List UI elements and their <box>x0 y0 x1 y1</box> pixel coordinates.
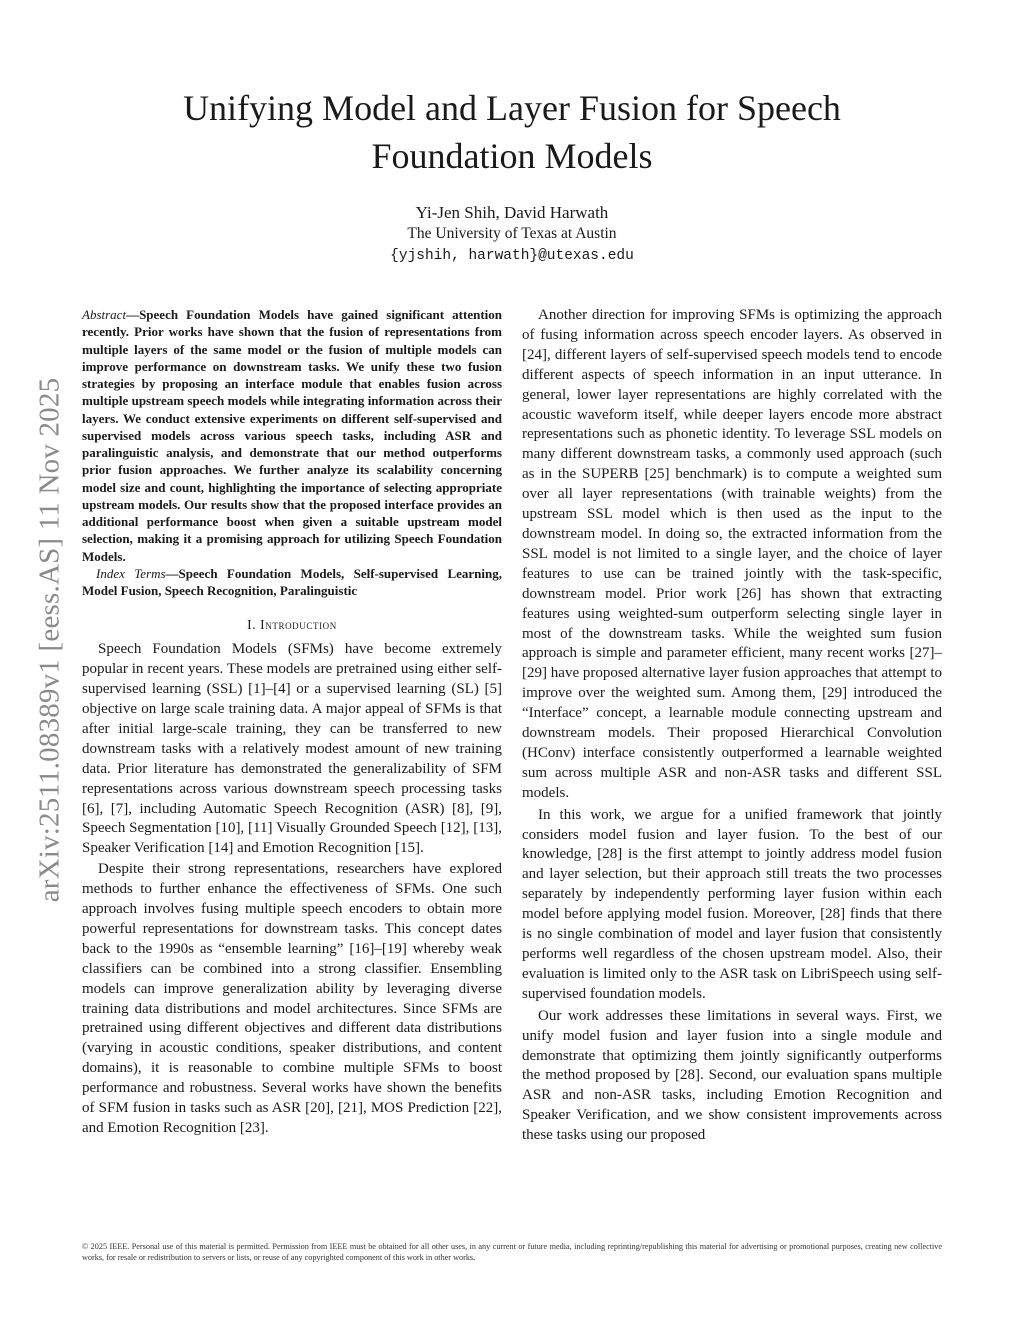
copyright-notice: © 2025 IEEE. Personal use of this material is permitted. Permission from IEEE must be obtained for all other uses, in any current or future media, including reprinting/republishing this material for advertising or promotional purposes, creating new collective works, for resale or redistribution to servers or lists, or reuse of any copyrighted component of this work in other works. <box>82 1242 942 1262</box>
paragraph: Speech Foundation Models (SFMs) have become extremely popular in recent years. These models are pretrained using either self-supervised learning (SSL) [1]–[4] or a supervised learning (SL) [5] objective on large scale training data. A major appeal of SFMs is that after initial large-scale training, they can be transferred to new downstream tasks with a relatively modest amount of new training data. Prior literature has demonstrated the generalizability of SFM representations across various downstream speech processing tasks [6], [7], including Automatic Speech Recognition (ASR) [8], [9], Speech Segmentation [10], [11] Visually Grounded Speech [12], [13], Speaker Verification [14] and Emotion Recognition [15]. <box>82 641 502 857</box>
index-terms <box>82 565 502 600</box>
index-terms-text: —Speech Foundation Models, Self-supervised Learning, Model Fusion, Speech Recognition, Paralinguistic <box>82 565 502 598</box>
paper-title: Unifying Model and Layer Fusion for Speech Foundation Models <box>183 88 841 176</box>
abstract <box>82 306 502 565</box>
arxiv-identifier: arXiv:2511.08389v1 [eess.AS] 11 Nov 2025 <box>33 377 66 903</box>
paragraph: Another direction for improving SFMs is optimizing the approach of fusing information across speech encoder layers. As observed in [24], different layers of self-supervised speech models tend to encode different aspects of speech information in an input utterance. In general, lower layer representations are highly correlated with the acoustic waveform itself, while deeper layers encode more abstract representations such as phonetic identity. To leverage SSL models on many different downstream tasks, a commonly used approach (such as in the SUPERB [25] benchmark) is to compute a weighted sum over all layer representations (with trainable weights) from the upstream SSL model which is then used as the input to the downstream model. In doing so, the extracted information from the SSL model is not limited to a single layer, and the choice of layer features to use can be trained jointly with the task-specific, downstream model. Prior work [26] has shown that extracting features using weighted-sum outperform selecting single layer in most of the downstream tasks. While the weighted sum fusion approach is simple and parameter efficient, many recent works [27]–[29] have proposed alternative layer fusion approaches that attempt to improve over the weighted sum. Among them, [29] introduced the “Interface” concept, a learnable module connecting upstream and downstream models. Their proposed Hierarchical Convolution (HConv) interface consistently outperformed a learnable weighted sum across multiple ASR and non-ASR tasks and different SSL models. <box>522 307 942 801</box>
paragraph: Our work addresses these limitations in several ways. First, we unify model fusion and layer fusion into a single module and demonstrate that optimizing them jointly significantly outperforms the method proposed by [28]. Second, our evaluation spans multiple ASR and non-ASR tasks, including Emotion Recognition and Speaker Verification, and we show consistent improvements across these tasks using our proposed <box>522 1007 942 1144</box>
section-number: I. <box>247 617 261 633</box>
author-list: Yi-Jen Shih, David Harwath <box>415 203 609 222</box>
paragraph: Despite their strong representations, researchers have explored methods to further enhance the effectiveness of SFMs. One such approach involves fusing multiple speech encoders to obtain more powerful representations for downstream tasks. This concept dates back to the 1990s as “ensemble learning” [16]–[19] whereby weak classifiers can be combined into a strong classifier. Ensembling models can improve generalization ability by leveraging diverse training data distributions and model architectures. Since SFMs are pretrained using different objectives and different data distributions (varying in acoustic conditions, speaker distributions, and content domains), it is reasonable to combine multiple SFMs to boost performance and robustness. Several works have shown the benefits of SFM fusion in tasks such as ASR [20], [21], MOS Prediction [22], and Emotion Recognition [23]. <box>82 861 502 1136</box>
index-terms-label: Index Terms <box>96 565 166 581</box>
email-text: {yjshih, harwath}@utexas.edu <box>390 248 634 264</box>
abstract-text: —Speech Foundation Models have gained significant attention recently. Prior works have shown that the fusion of representations from multiple layers of the same model or the fusion of multiple models can improve performance on downstream tasks. We unify these two fusion strategies by proposing an interface module that enables fusion across multiple upstream speech models while integrating information across their layers. We conduct extensive experiments on different self-supervised and supervised models across various speech tasks, including ASR and paralinguistic analysis, and demonstrate that our method outperforms prior fusion approaches. We further analyze its scalability concerning model size and count, highlighting the importance of selecting appropriate upstream models. Our results show that the proposed interface provides an additional performance boost when given a suitable upstream model selection, making it a promising approach for utilizing Speech Foundation Models. <box>82 307 502 564</box>
right-column <box>522 306 942 1146</box>
paragraph: In this work, we argue for a unified framework that jointly considers model fusion and layer fusion. To the best of our knowledge, [28] is the first attempt to jointly address model fusion and layer selection, but their approach still treats the two processes separately by independently performing layer fusion within each model before applying model fusion. Moreover, [28] finds that there is no single combination of model and layer fusion that consistently performs well regardless of the chosen upstream model. Also, their evaluation is limited only to the ASR task on LibriSpeech using self-supervised foundation models. <box>522 806 942 1002</box>
left-column <box>82 306 502 1139</box>
section-heading-introduction <box>82 616 502 634</box>
section-title: Introduction <box>260 617 337 633</box>
affiliation: The University of Texas at Austin <box>407 225 617 242</box>
abstract-label: Abstract <box>82 307 127 322</box>
author-email <box>112 245 912 266</box>
